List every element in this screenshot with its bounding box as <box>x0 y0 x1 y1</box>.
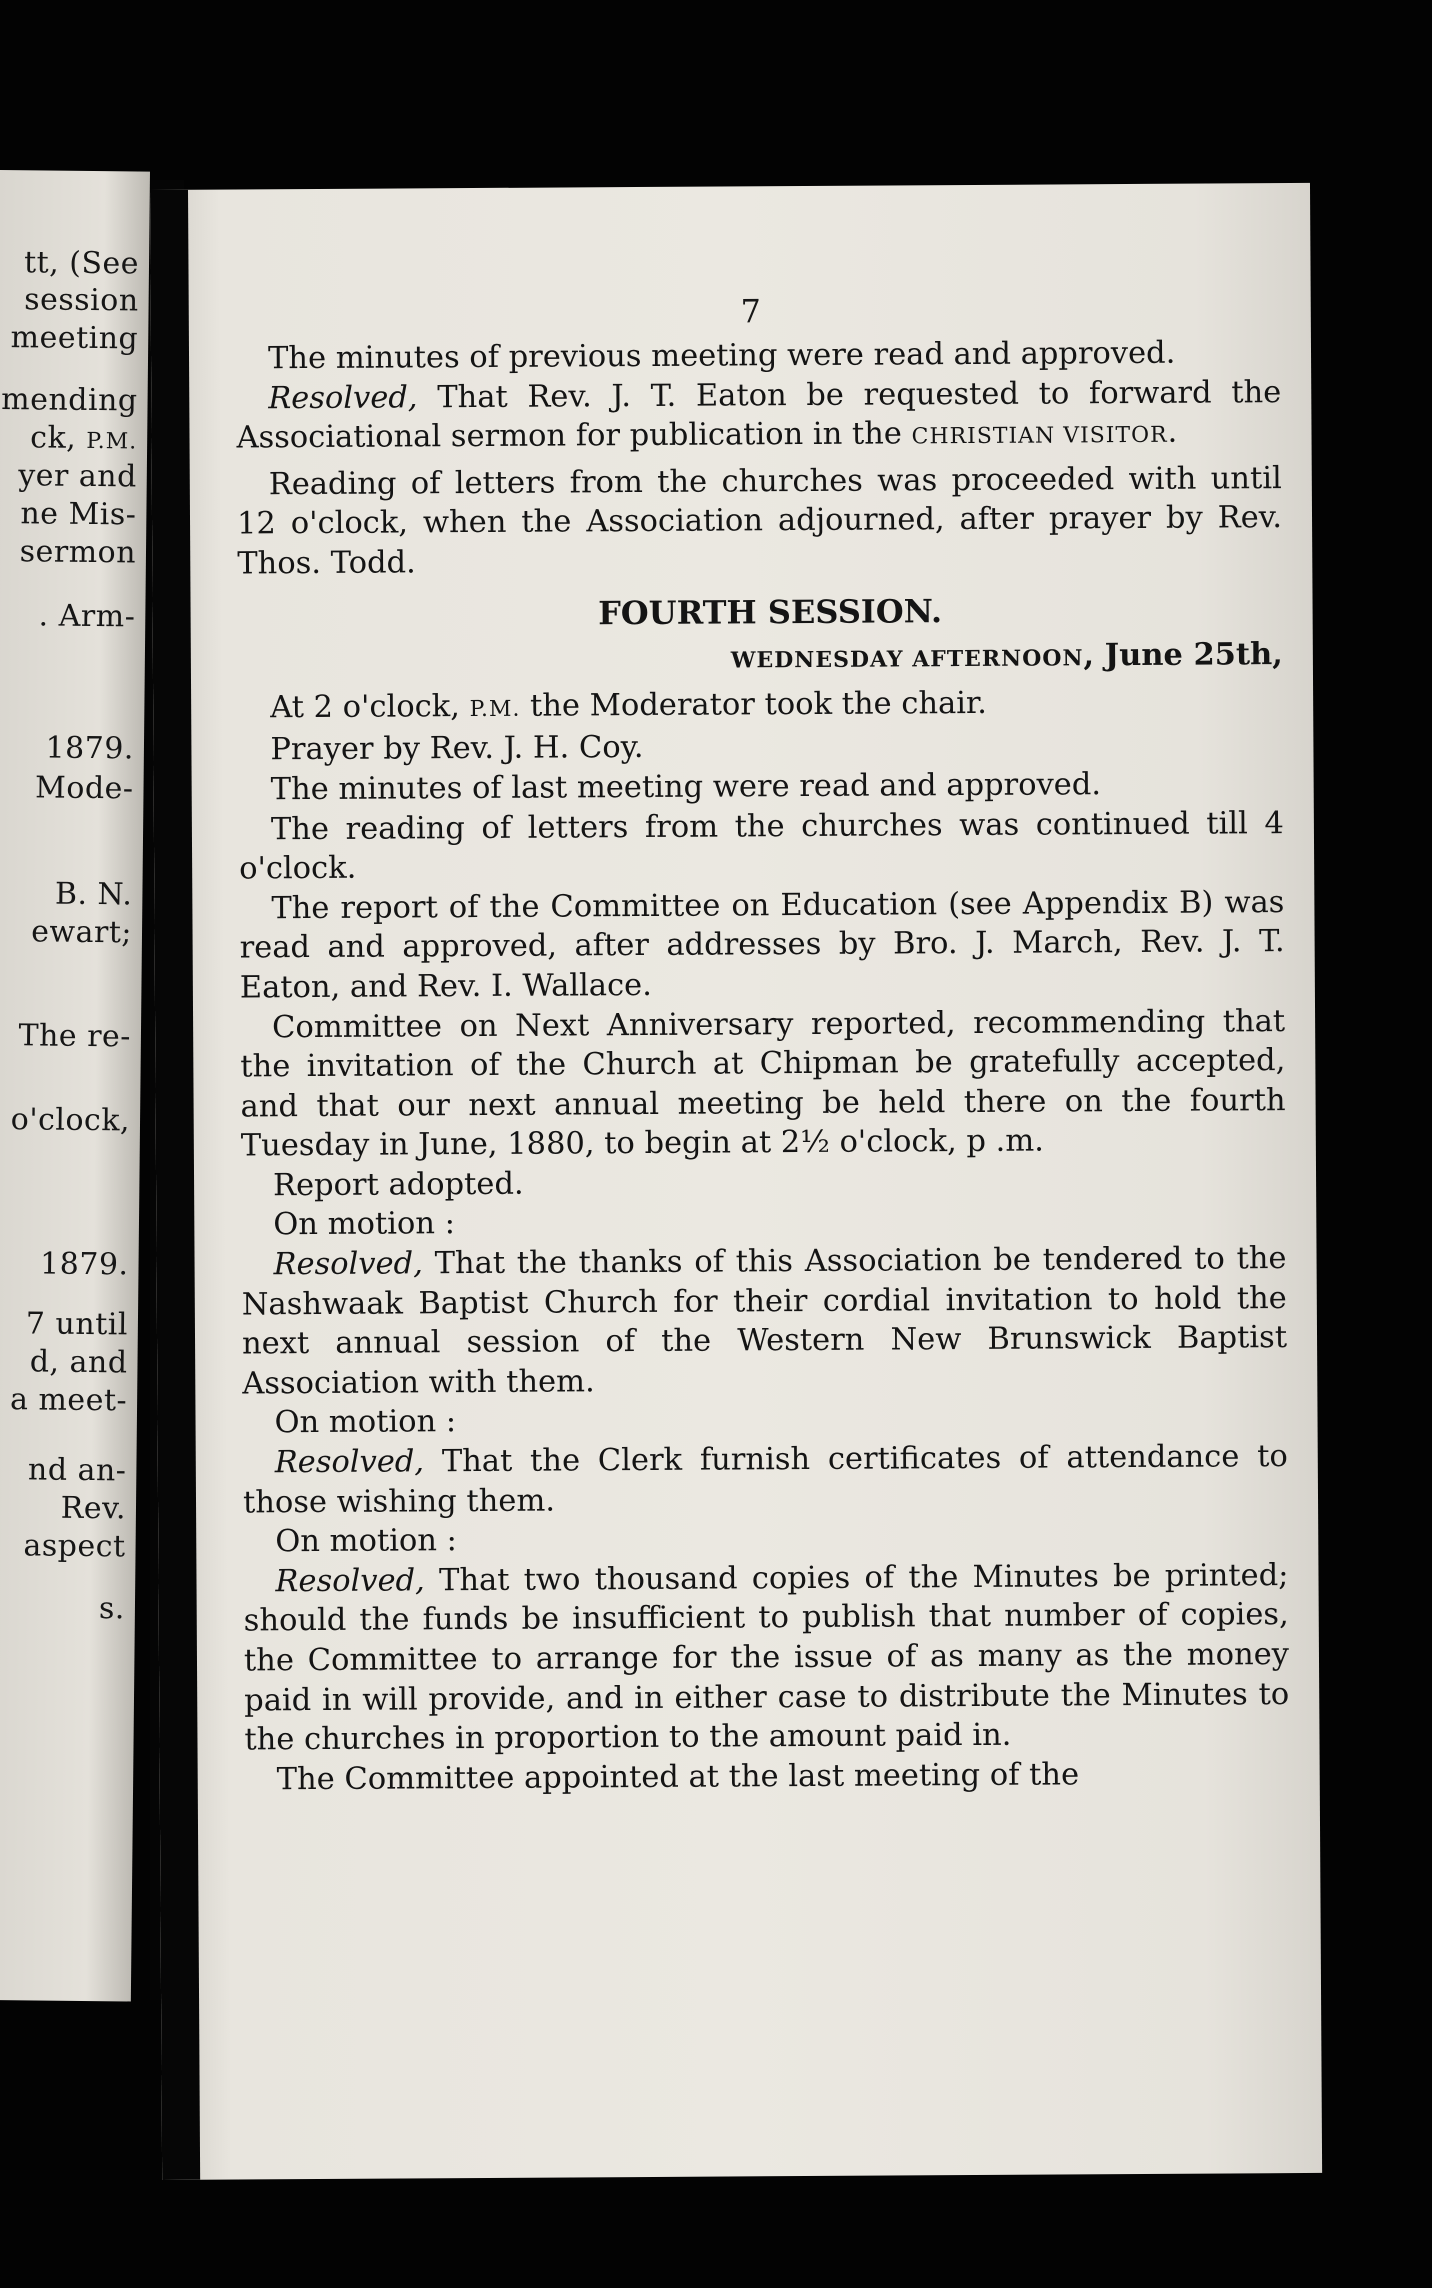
left-page-line: ne Mis- <box>20 496 137 533</box>
paragraph-next-anniversary: Committee on Next Anniversary reported, recommending that the invitation of the Church at Chipman be gratefully accepted, and that our next annual meeting be held there on the fourth Tuesday in June, 1880, to begin at 2½ o'clock, p .m. <box>240 1003 1286 1164</box>
resolution-text: That Rev. J. T. Eaton be requested to forward the Associational sermon for publication in the <box>236 374 1282 456</box>
page-number: 7 <box>740 292 762 331</box>
left-page-line: d, and <box>29 1344 128 1381</box>
paragraph-moderator: At 2 o'clock, P.M. the Moderator took the chair. <box>270 685 988 726</box>
left-page-line: ewart; <box>31 914 133 951</box>
publication-name: CHRISTIAN VISITOR <box>911 422 1168 450</box>
paragraph-letters-reading: Reading of letters from the churches was proceeded with until 12 o'clock, when the Association adjourned, after prayer by Rev. Thos. Todd. <box>236 460 1283 582</box>
resolved-label: Resolved, <box>273 1246 423 1283</box>
left-page-line: nd an- <box>27 1452 127 1489</box>
session-dateline <box>238 635 1283 684</box>
left-page-line: yer and <box>18 458 137 495</box>
left-page-line: session <box>24 282 139 319</box>
resolved-label: Resolved, <box>275 1563 425 1600</box>
paragraph-resolution-thanks: Resolved, That the thanks of this Association be tendered to the Nashwaak Baptist Church for their cordial invitation to hold the next annual session of the Western New Brunswick Baptist Association with them. <box>241 1241 1288 1402</box>
section-heading: FOURTH SESSION. <box>598 591 943 632</box>
paragraph-on-motion-2: On motion : <box>274 1404 457 1441</box>
left-page-line: ck, P.M. <box>30 420 138 456</box>
left-page-line: The re- <box>18 1018 132 1055</box>
paragraph-resolution-certificates: Resolved, That the Clerk furnish certificates of attendance to those wishing them. <box>242 1439 1288 1521</box>
paragraph-report-adopted: Report adopted. <box>272 1166 524 1204</box>
left-page-line: aspect <box>23 1528 126 1565</box>
paragraph-minutes-read: The minutes of previous meeting were read and approved. <box>267 335 1176 377</box>
left-page-line: Rev. <box>60 1490 127 1527</box>
paragraph-minutes-approved: The minutes of last meeting were read and approved. <box>270 767 1102 808</box>
left-page-line: tt, (See <box>23 245 140 282</box>
paragraph-committee-appointed: The Committee appointed at the last meeting of the <box>276 1757 1080 1798</box>
left-page-line: a meet- <box>9 1382 128 1419</box>
left-facing-page <box>0 170 150 2001</box>
left-page-line: 1879. <box>39 1246 129 1283</box>
paragraph-resolution-copies: Resolved, That two thousand copies of the Minutes be printed; should the funds be insufficient to publish that number of copies, the Committee to arrange for the issue of as many as the money paid in will provide, and in either case to distribute the Minutes to the churches in proportion to the amount paid in. <box>243 1557 1290 1758</box>
left-page-line: s. <box>98 1591 126 1627</box>
left-page-line: B. N. <box>54 876 133 913</box>
right-page <box>150 183 1322 2180</box>
left-page-line: meeting <box>10 320 139 357</box>
left-page-line: Mode- <box>34 770 134 807</box>
paragraph-on-motion-1: On motion : <box>273 1206 456 1243</box>
dateline-date: , June 25th, <box>1083 636 1283 674</box>
left-page-line: mending <box>1 382 138 419</box>
paragraph-resolution-sermon: Resolved, That Rev. J. T. Eaton be requested to forward the Associational sermon for publication in the CHRISTIAN VISITOR. <box>236 374 1282 456</box>
paragraph-prayer: Prayer by Rev. J. H. Coy. <box>270 730 644 768</box>
paragraph-education-report: The report of the Committee on Education (see Appendix B) was read and approved, after addresses by Bro. J. March, Rev. J. T. Eaton, and Rev. I. Wallace. <box>239 884 1285 1006</box>
left-page-line: o'clock, <box>10 1102 131 1139</box>
resolved-label: Resolved, <box>268 379 418 416</box>
left-page-line: sermon <box>19 534 137 571</box>
paragraph-letters-continued: The reading of letters from the churches was continued till 4 o'clock. <box>239 805 1284 887</box>
paragraph-on-motion-3: On motion : <box>275 1523 457 1560</box>
left-page-line: 7 until <box>25 1306 129 1343</box>
dateline-day: WEDNESDAY AFTERNOON <box>730 645 1084 674</box>
resolved-label: Resolved, <box>274 1444 425 1481</box>
page-body <box>236 333 1290 1800</box>
left-page-line: . Arm- <box>38 598 136 635</box>
left-page-line: 1879. <box>45 730 135 767</box>
